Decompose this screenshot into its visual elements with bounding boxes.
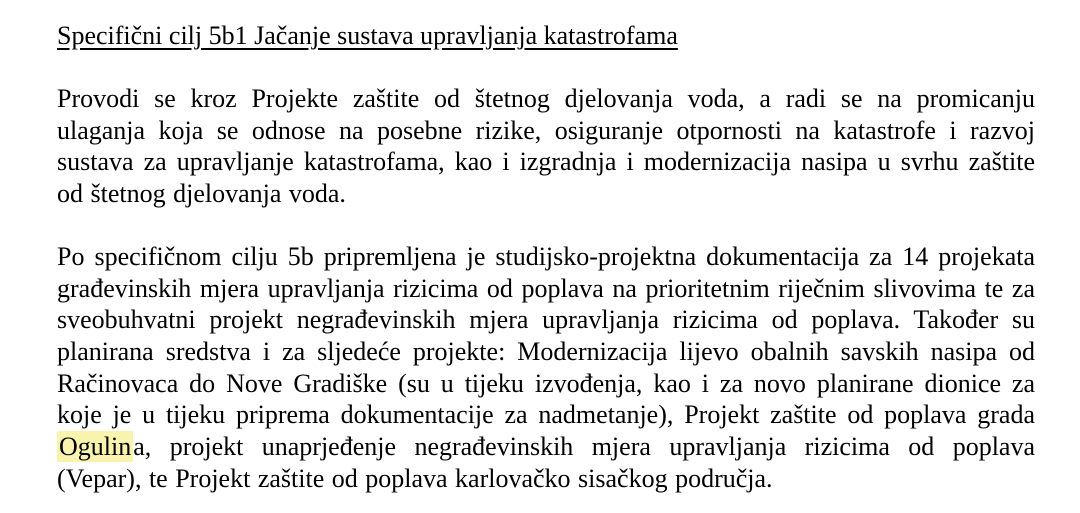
paragraph-text-before-highlight: Po specifičnom cilju 5b pripremljena je studijsko-projektna dokumentacija za 14 projekata građevinskih mjera upravljanja rizicima od poplava na prioritetnim riječnim slivovima te za sveobuhvatni projekt negrađevinskih mjera upravljanja rizicima od poplava. Također su planirana sredstva i za sljedeće projekte: Modernizacija lijevo obalnih savskih nasipa od Račinovaca do Nove Gradiške (su u tijeku izvođenja, kao i za novo planirane dionice za koje je u tijeku priprema dokumentacije za nadmetanje), Projekt zaštite od poplava grada — [57, 241, 1035, 430]
paragraph-provodi: Provodi se kroz Projekte zaštite od štetnog djelovanja voda, a radi se na promicanju ulaganja koja se odnose na posebne rizike, osiguranje otpornosti na katastrofe i razvoj sustava za upravljanje katastrofama, kao i izgradnja i modernizacija nasipa u svrhu zaštite od štetnog djelovanja voda. — [57, 84, 1035, 209]
paragraph-specificni-cilj — [57, 241, 1035, 495]
section-heading: Specifični cilj 5b1 Jačanje sustava upravljanja katastrofama — [57, 21, 678, 50]
paragraph-text-after-highlight: a, projekt unaprjeđenje negrađevinskih mjera upravljanja rizicima od poplava (Vepar), te Projekt zaštite od poplava karlovačko sisačkog područja. — [57, 432, 1035, 493]
search-highlight-ogulin: Ogulin — [59, 432, 132, 462]
